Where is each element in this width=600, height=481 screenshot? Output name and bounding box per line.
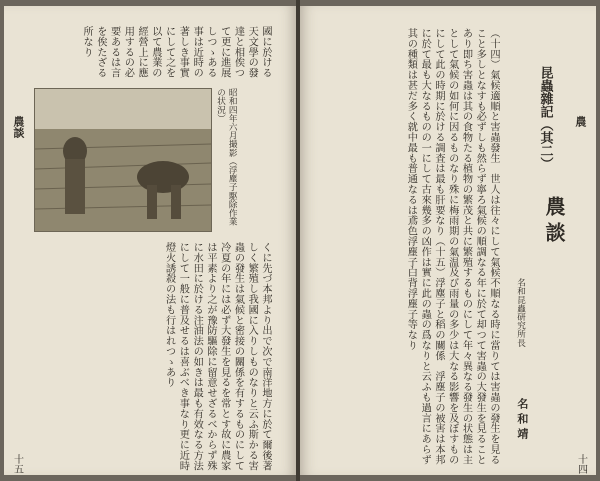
series-title-char1: 農 xyxy=(542,196,566,222)
left-running-head-char2: 談 xyxy=(11,127,25,138)
author-name: 名和靖 xyxy=(515,398,529,443)
field-photo-illustration xyxy=(35,89,211,231)
left-page-top-text: 國に於ける天文學の發達と相俟つて更に進展しつゝある事は近時の著しき事實にして之を以て農業の經營上に應用するの必要あるは言を俟たざる所なり xyxy=(81,26,271,78)
section-title: 昆蟲雜記（其二） xyxy=(537,66,553,170)
series-title xyxy=(540,196,567,276)
right-running-head: 農 xyxy=(573,116,587,127)
right-page-number: 十四 xyxy=(575,454,587,474)
field-photograph xyxy=(34,88,212,232)
left-running-head xyxy=(10,116,25,138)
left-page-bottom-text: くに先づ本邦より出で次で南洋地方に於て爾後著しく繁殖し我國に入りしものなりと云ふ斯かる害蟲の發生は氣候と密接の關係を有するものにして冷夏の年には必ず大發生を見るを常とす故に農家は平素より之が豫防驅除に留意せざるべからず殊に水田に於ける注油法の如きは最も有效なる方法にして一般に普及せるは喜ぶべき事なり更に近時燈火誘殺の法も行はれつゝあり xyxy=(163,242,271,471)
left-running-head-char1: 農 xyxy=(11,116,25,127)
right-page xyxy=(300,6,596,475)
right-page-body-text: （十四）氣候適順と害蟲發生 世人は往々にして氣候不順なる時に當りては害蟲の發生を見ること多しとなすも必ずしも然らず寧ろ氣候の順調なる年に於て却つて害蟲の大發生を見ることあり即ち害蟲は其の食物たる植物の繁茂と共に繁殖するものにして年々異なる發生の状態は主として氣候の如何に因るものなり殊に梅雨期の氣温及び雨量の多少は大なる影響を及ぼすものにして此の時期に於ける調査は最も肝要なり（十五）浮塵子と稻の關係 浮塵子の被害は本邦に於て最も大なるものの一にして古來幾多の凶作は實に此の蟲の爲なりと云ふも過言にあらず其の種類は甚だ多く就中最も普通なるは鳶色浮塵子白背浮塵子等なり xyxy=(405,28,499,465)
left-page-number: 十五 xyxy=(11,454,23,474)
left-page xyxy=(4,6,296,475)
author-affiliation: 名和昆蟲研究所長 xyxy=(515,278,526,347)
series-title-char2: 談 xyxy=(542,222,566,248)
photo-caption: 昭和四年六月撮影（浮塵子駆除作業の状況） xyxy=(215,88,238,226)
